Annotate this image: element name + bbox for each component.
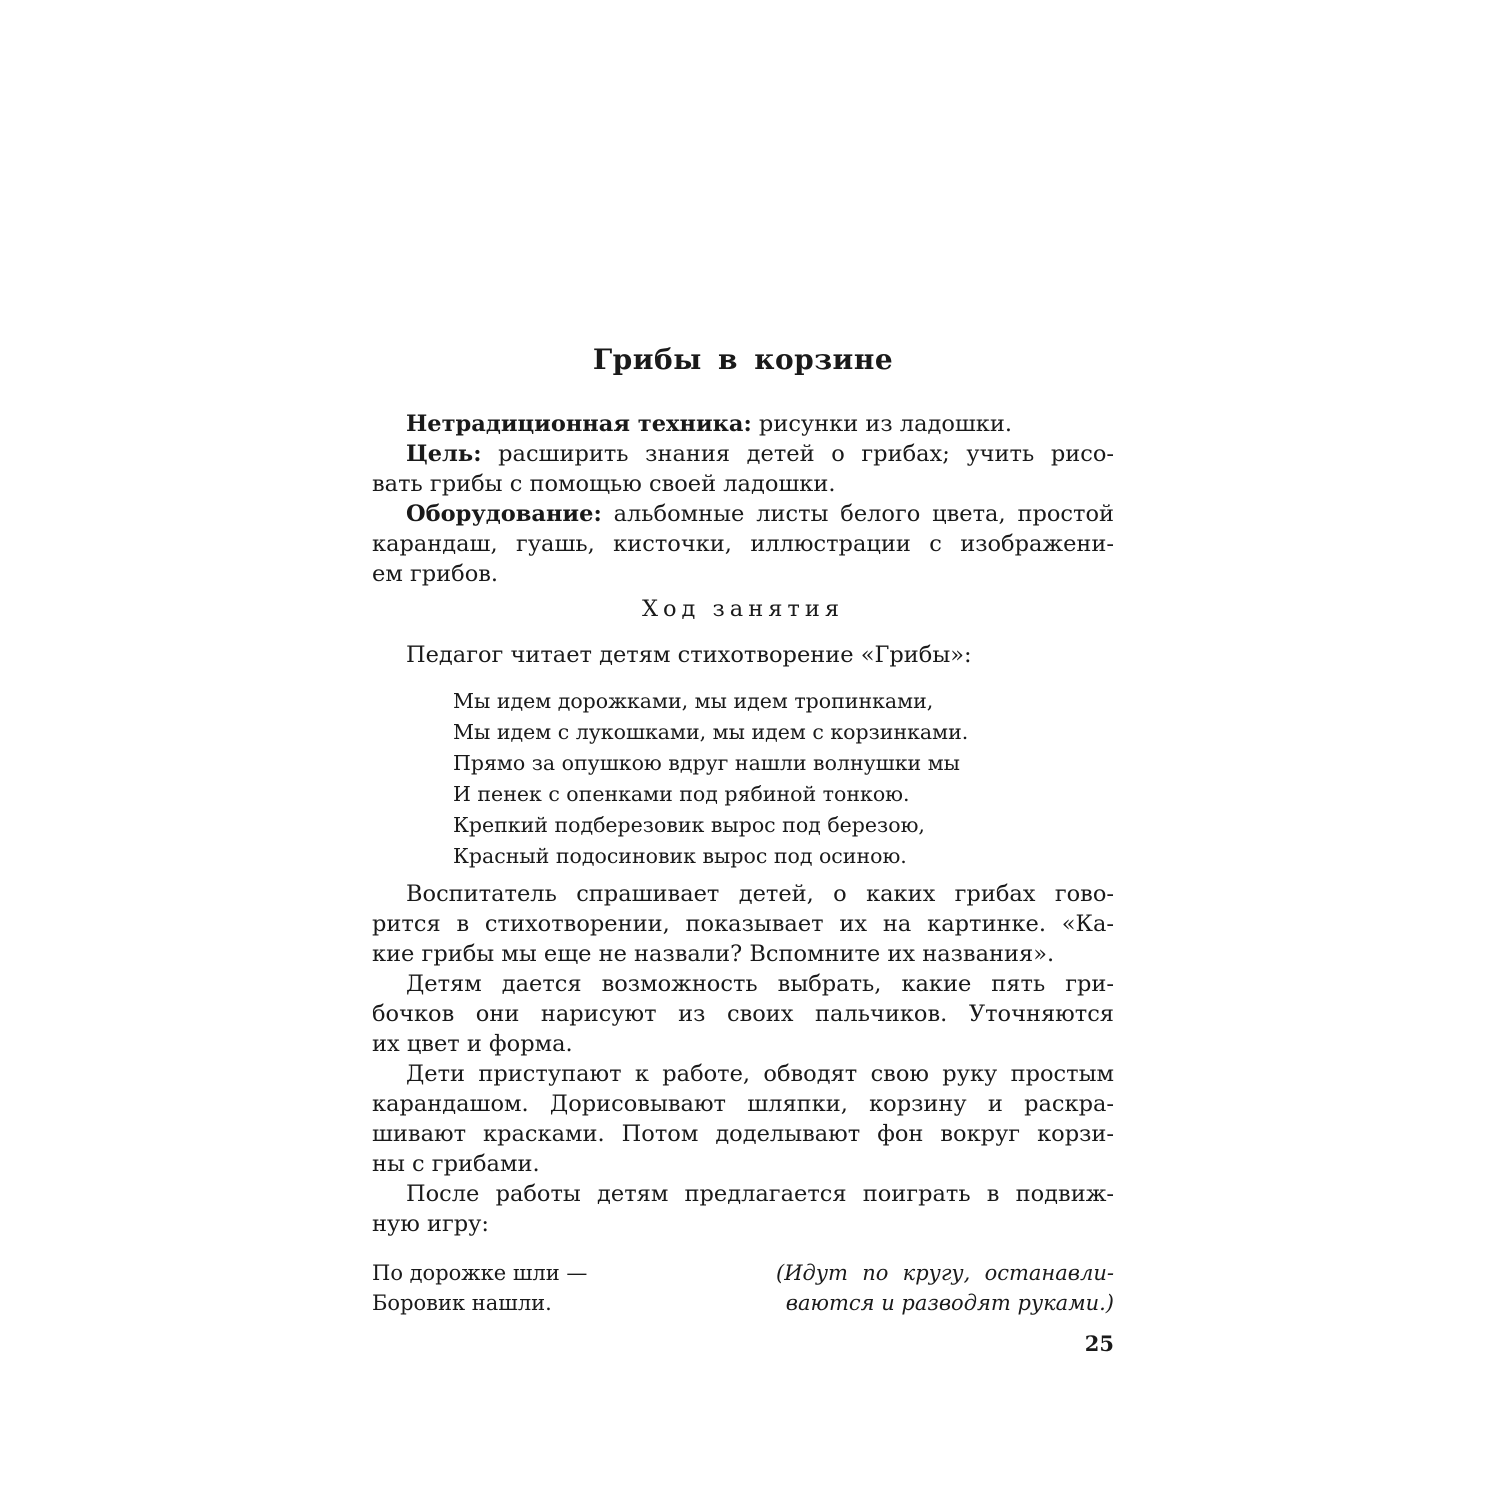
poem-line: Мы идем дорожками, мы идем тропинками, [453,689,934,713]
game-verse [372,1258,587,1318]
equipment-line-2: карандаш, гуашь, кисточки, иллюстрации с изображени- [372,531,1114,557]
intro-line: Педагог читает детям стихотворение «Грибы»: [406,642,972,668]
poem [453,686,968,872]
equipment-line-3: ем грибов. [372,561,499,587]
body-line: Дети приступают к работе, обводят свою руку простым [406,1061,1114,1087]
body-line: шивают красками. Потом доделывают фон вокруг корзи- [372,1121,1114,1147]
body-paragraph [372,1179,1114,1239]
body-paragraph [372,1059,1114,1179]
page-title: Грибы в корзине [592,343,894,376]
technique-paragraph [372,409,1114,439]
goal-line-2: вать грибы с помощью своей ладошки. [372,471,836,497]
lesson-heading: Ход занятия [641,596,845,622]
game-action-line: ваются и разводят руками.) [785,1291,1114,1315]
game-action-line: (Идут по кругу, останавли- [776,1261,1114,1285]
body-line: карандашом. Дорисовывают шляпки, корзину и раскра- [372,1091,1114,1117]
body-paragraph [372,969,1114,1059]
technique-line [372,409,1114,439]
intro-paragraph [372,640,1114,670]
goal-label: Цель: [406,441,482,467]
equipment-label: Оборудование: [406,501,602,527]
equipment-line-1 [372,499,1114,529]
body-paragraph [372,879,1114,969]
game-actions [776,1258,1114,1318]
body-line: ную игру: [372,1211,489,1237]
goal-text-1: расширить знания детей о грибах; учить рисо- [481,441,1114,467]
body-line: Воспитатель спрашивает детей, о каких грибах гово- [406,881,1114,907]
page-number: 25 [1084,1331,1114,1356]
body-line: бочков они нарисуют из своих пальчиков. Уточняются [372,1001,1114,1027]
poem-line: Крепкий подберезовик вырос под березою, [453,813,925,837]
poem-line: Мы идем с лукошками, мы идем с корзинками. [453,720,969,744]
body-line: кие грибы мы еще не назвали? Вспомните их названия». [372,941,1055,967]
body-line: их цвет и форма. [372,1031,573,1057]
game-verse-line: По дорожке шли — [372,1261,588,1285]
poem-line: Прямо за опушкою вдруг нашли волнушки мы [453,751,960,775]
poem-line: Красный подосиновик вырос под осиною. [453,844,907,868]
lesson-meta [372,409,1114,589]
equipment-text-1: альбомные листы белого цвета, простой [601,501,1114,527]
body-line: После работы детям предлагается поиграть в подвиж- [406,1181,1114,1207]
body-line: ны с грибами. [372,1151,540,1177]
body-line: рится в стихотворении, показывает их на картинке. «Ка- [372,911,1114,937]
game-verse-line: Боровик нашли. [372,1291,552,1315]
technique-text: рисунки из ладошки. [751,411,1013,437]
poem-line: И пенек с опенками под рябиной тонкою. [453,782,910,806]
goal-paragraph [372,439,1114,499]
body-text [372,879,1114,1239]
technique-label: Нетрадиционная техника: [406,411,752,437]
intro-block [372,640,1114,670]
goal-line-1 [372,439,1114,469]
equipment-paragraph [372,499,1114,589]
body-line: Детям дается возможность выбрать, какие пять гри- [406,971,1114,997]
